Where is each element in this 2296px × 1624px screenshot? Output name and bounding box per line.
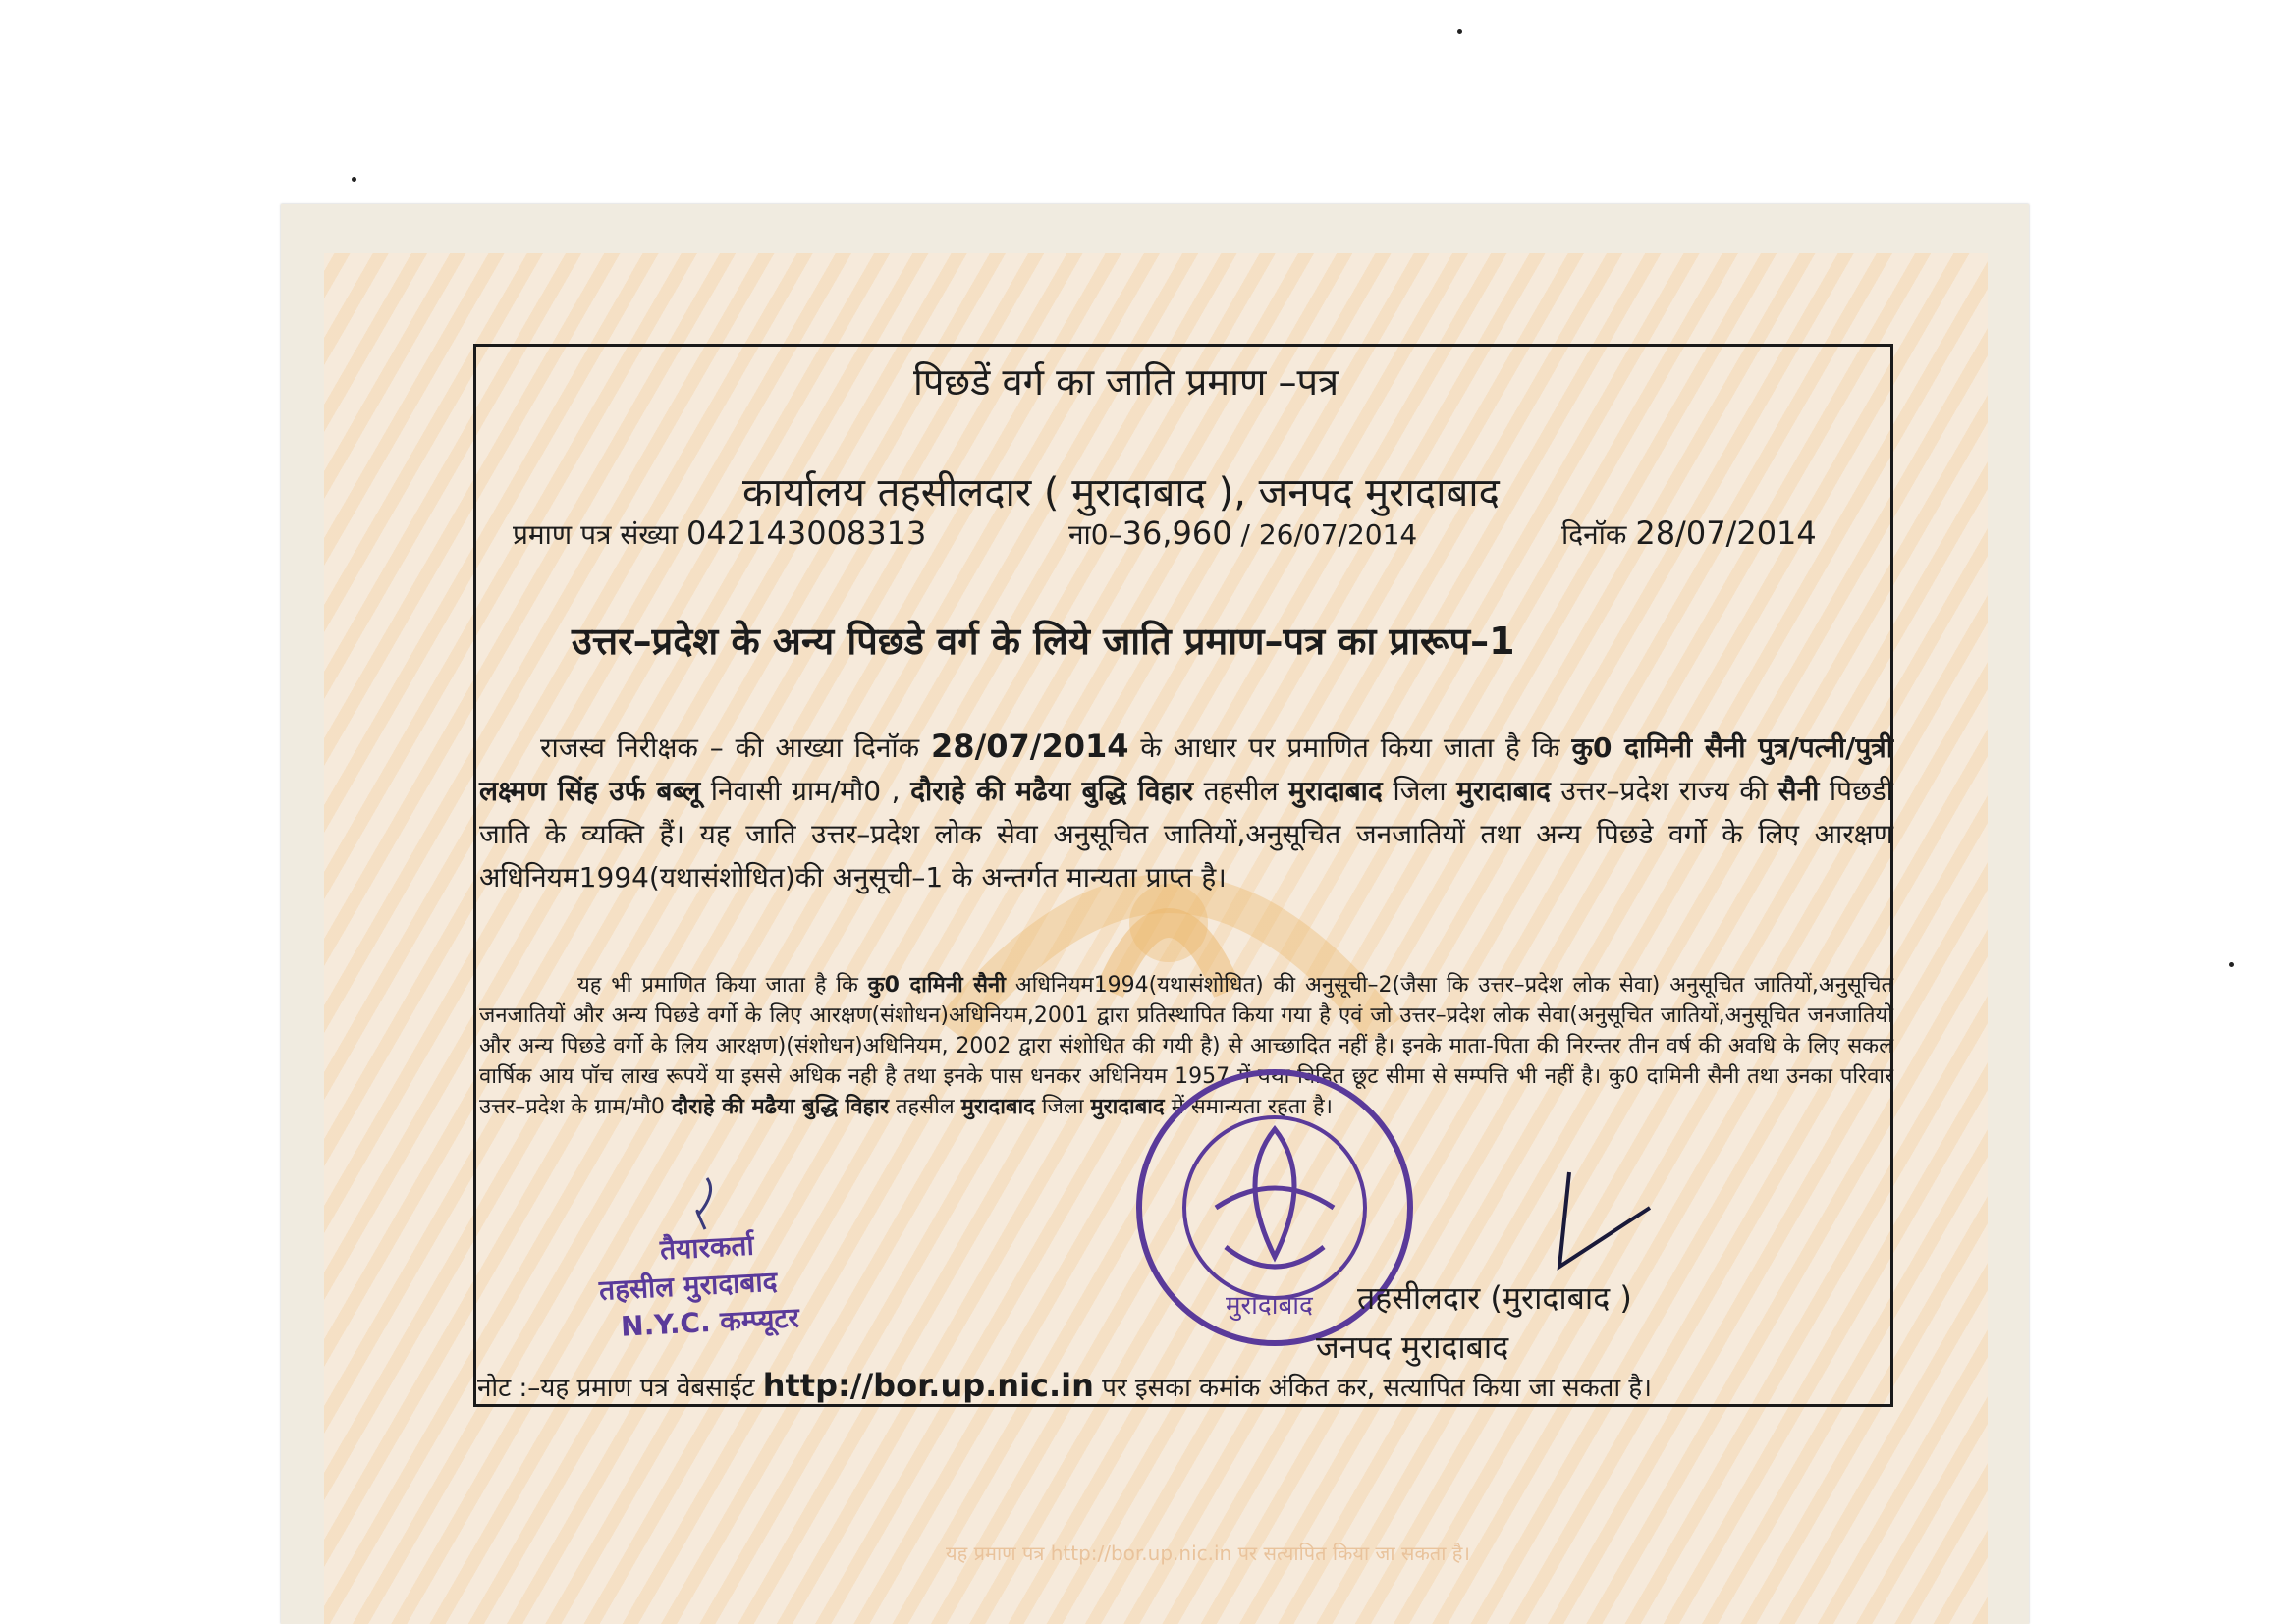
naa-label: ना0– [1068,518,1122,551]
signatory-title: तहसीलदार (मुरादाबाद ) [1357,1279,1632,1317]
verification-note [477,1367,1652,1404]
village-name: दौराहे की मढैया बुद्धि विहार [910,775,1194,807]
father-name: लक्ष्मण सिंह उर्फ बब्लू [479,775,701,807]
footer-ghost-text: यह प्रमाण पत्र http://bor.up.nic.in पर सत्यापित किया जा सकता है। [946,1542,1470,1565]
dust-speck [1457,29,1462,34]
applicant-name: कु0 दामिनी सैनी [867,973,1006,998]
para1-text: निवासी ग्राम/मौ0 , [710,775,901,807]
issue-date-label: दिनॉक [1561,518,1627,551]
note-prefix: नोट :–यह प्रमाण पत्र वेबसाईट [477,1374,755,1403]
district-name: मुरादाबाद [1456,775,1551,807]
para1-text: तहसील [1203,775,1279,807]
para1-text: उत्तर–प्रदेश राज्य की [1560,775,1769,807]
para1-text: राजस्व निरीक्षक – की आख्या दिनॉक [540,731,920,764]
stamp-line-2: तहसील मुरादाबाद [598,1265,779,1307]
verification-url: http://bor.up.nic.in [762,1367,1094,1404]
caste-name: सैनी [1777,775,1820,807]
certificate-paragraph-1 [479,725,1893,899]
preparer-signature [685,1174,725,1233]
dust-speck [2229,962,2234,967]
report-date: 28/07/2014 [931,728,1129,765]
para2-text: तहसील [895,1095,955,1119]
certificate-number-label: प्रमाण पत्र संख्या [513,518,679,551]
signatory-district: जनपद मुरादाबाद [1316,1328,1509,1366]
para2-text: अधिनियम1994(यथासंशोधित) की अनुसूची–2(जैसा कि उत्तर–प्रदेश लोक सेवा) अनुसूचित जातियों,अनुसूचित जनजातियों और अन्य पिछडे वर्गो के लिए आरक्षण(संशोधन)अधिनियम,2001 द्वारा प्रतिस्थापित किया गया है एवं जो उत्तर–प्रदेश लोक सेवा(अनुसूचित जातियों,अनुसूचित जनजातियों और अन्य पिछडे वर्गो के लिय आरक्षण)(संशोधन)अधिनियम, 2002 द्वारा संशोधित की गयी है) से आच्छादित नहीं है। इनके माता-पिता की निरन्तर तीन वर्ष की अवधि के लिए सकल वार्षिक आय पॉच लाख रूपयें या इससे अधिक नही है तथा इनके पास धनकर अधिनियम 1957 में यथा विहित छूट सीमा से सम्पत्ति भी नहीं है। कु0 दामिनी सैनी तथा उनका परिवार उत्तर–प्रदेश के ग्राम/मौ0 [479,973,1894,1119]
preparer-stamp [596,1219,897,1347]
village-name: दौराहे की मढैया बुद्धि विहार [671,1095,889,1119]
district-name: मुरादाबाद [1090,1095,1165,1119]
para1-text: के आधार पर प्रमाणित किया जाता है कि [1140,731,1560,764]
naa-date: / 26/07/2014 [1240,518,1418,551]
naa-number: 36,960 [1121,514,1232,552]
tehsil-name: मुरादाबाद [1288,775,1383,807]
dust-speck [352,177,356,182]
para2-text: यह भी प्रमाणित किया जाता है कि [577,973,858,998]
form-subtitle: उत्तर–प्रदेश के अन्य पिछडे वर्ग के लिये जाति प्रमाण–पत्र का प्रारूप–1 [572,620,1515,663]
tahsildar-signature [1552,1168,1660,1276]
para2-text: जिला [1041,1095,1084,1119]
certificate-number-block [513,514,926,553]
tehsil-name: मुरादाबाद [960,1095,1035,1119]
note-suffix: पर इसका कमांक अंकित कर, सत्यापित किया जा सकता है। [1102,1374,1653,1403]
certificate-title: पिछडें वर्ग का जाति प्रमाण –पत्र [913,360,1339,404]
para1-text: जिला [1393,775,1447,807]
seal-text: मुरादाबाद [1226,1291,1313,1321]
stamp-line-3: N.Y.C. कम्प्यूटर [620,1301,800,1343]
issue-date-block [1561,514,1817,553]
certificate-number: 042143008313 [686,514,927,552]
stamp-line-1: तैयारकर्ता [659,1228,755,1267]
para1-text: पिछडी जाति के व्यक्ति हैं। यह जाति उत्तर–प्रदेश लोक सेवा अनुसूचित जातियों,अनुसूचित जनजातियों तथा अन्य पिछडे वर्गो के लिए आरक्षण अधिनियम1994(यथासंशोधित)की अनुसूची–1 के अन्तर्गत मान्यता प्राप्त है। [479,775,1893,893]
naa-block [1068,514,1417,553]
office-heading: कार्यालय तहसीलदार ( मुरादाबाद ), जनपद मुरादाबाद [742,470,1500,515]
issue-date: 28/07/2014 [1635,514,1817,552]
applicant-name: कु0 दामिनी सैनी पुत्र/पत्नी/पुत्री [1571,731,1893,764]
para2-text: में समान्यता रहता है। [1171,1095,1333,1119]
